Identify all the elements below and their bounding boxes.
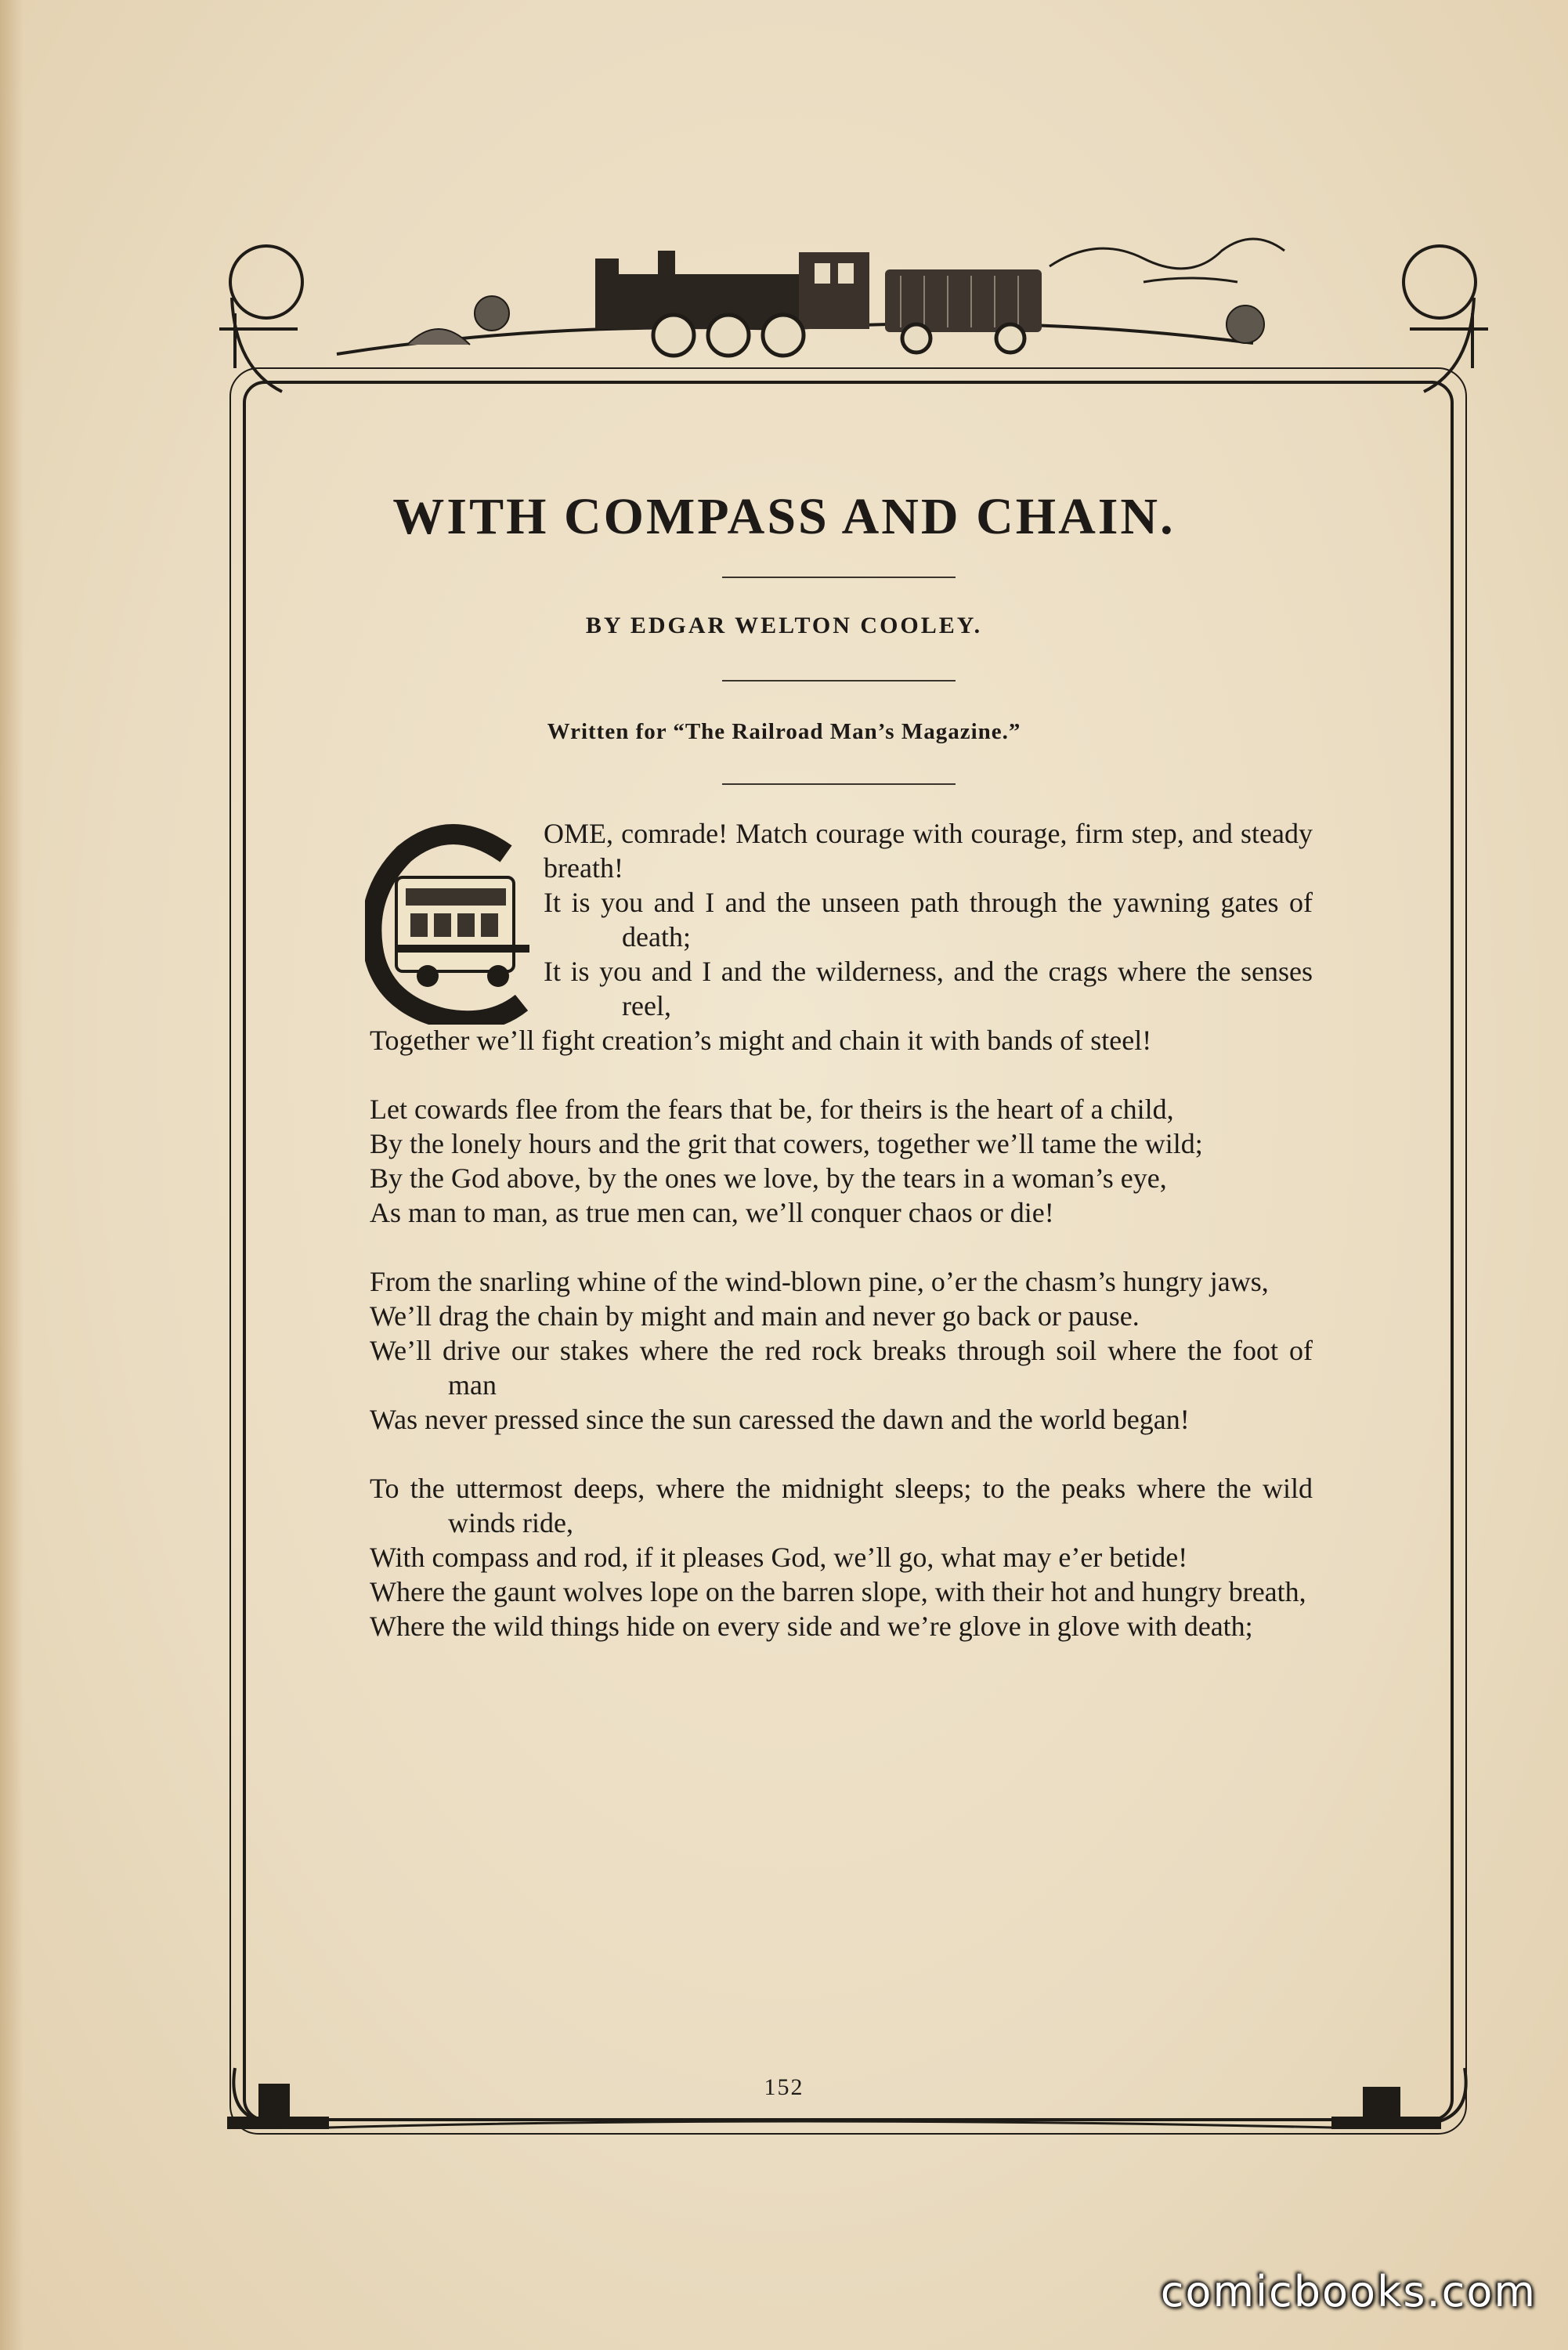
poem-line: By the lonely hours and the grit that cowers, together we’ll tame the wild; bbox=[370, 1128, 1203, 1159]
poem-line: Was never pressed since the sun caressed the dawn and the world began! bbox=[370, 1404, 1190, 1435]
stanza bbox=[370, 1471, 1313, 1643]
poem-line: Where the gaunt wolves lope on the barren slope, with their hot and hungry breath, bbox=[370, 1576, 1306, 1607]
poem-line: We’ll drag the chain by might and main and never go back or pause. bbox=[370, 1300, 1140, 1332]
poem-line: OME, comrade! Match courage with courage, firm step, and steady breath! bbox=[544, 818, 1313, 884]
poem-line: From the snarling whine of the wind-blown pine, o’er the chasm’s hungry jaws, bbox=[370, 1266, 1269, 1297]
stanza bbox=[370, 816, 1313, 1058]
article-byline: BY EDGAR WELTON COOLEY. bbox=[585, 613, 983, 638]
poem-line: It is you and I and the wilderness, and the crags where the senses reel, bbox=[544, 956, 1313, 1021]
poem-line: Let cowards flee from the fears that be, for theirs is the heart of a child, bbox=[370, 1094, 1174, 1125]
poem-line: Together we’ll fight creation’s might and chain it with bands of steel! bbox=[370, 1025, 1152, 1056]
poem-line: As man to man, as true men can, we’ll conquer chaos or die! bbox=[370, 1197, 1054, 1228]
title-divider bbox=[722, 577, 956, 578]
poem-line: It is you and I and the unseen path through the yawning gates of death; bbox=[544, 887, 1313, 953]
poem-line: By the God above, by the ones we love, by the tears in a woman’s eye, bbox=[370, 1162, 1167, 1194]
poem-line: With compass and rod, if it pleases God, we’ll go, what may e’er betide! bbox=[370, 1542, 1188, 1573]
site-watermark: comicbooks.com bbox=[1160, 2267, 1537, 2316]
byline-divider bbox=[722, 680, 956, 682]
stanza bbox=[370, 1092, 1313, 1230]
poem-line: Where the wild things hide on every side and we’re glove in glove with death; bbox=[370, 1611, 1253, 1642]
written-for-note: Written for “The Railroad Man’s Magazine.” bbox=[547, 719, 1021, 744]
page-number: 152 bbox=[764, 2074, 804, 2100]
locomotive-illustration bbox=[337, 239, 1284, 356]
poem-line: To the uttermost deeps, where the midnight sleeps; to the peaks where the wild winds ride, bbox=[370, 1473, 1313, 1538]
poem-body bbox=[370, 816, 1313, 1678]
article-title: WITH COMPASS AND CHAIN. bbox=[392, 488, 1176, 545]
note-divider bbox=[722, 783, 956, 785]
stanza bbox=[370, 1264, 1313, 1437]
poem-line: We’ll drive our stakes where the red rock breaks through soil where the foot of man bbox=[370, 1335, 1313, 1401]
